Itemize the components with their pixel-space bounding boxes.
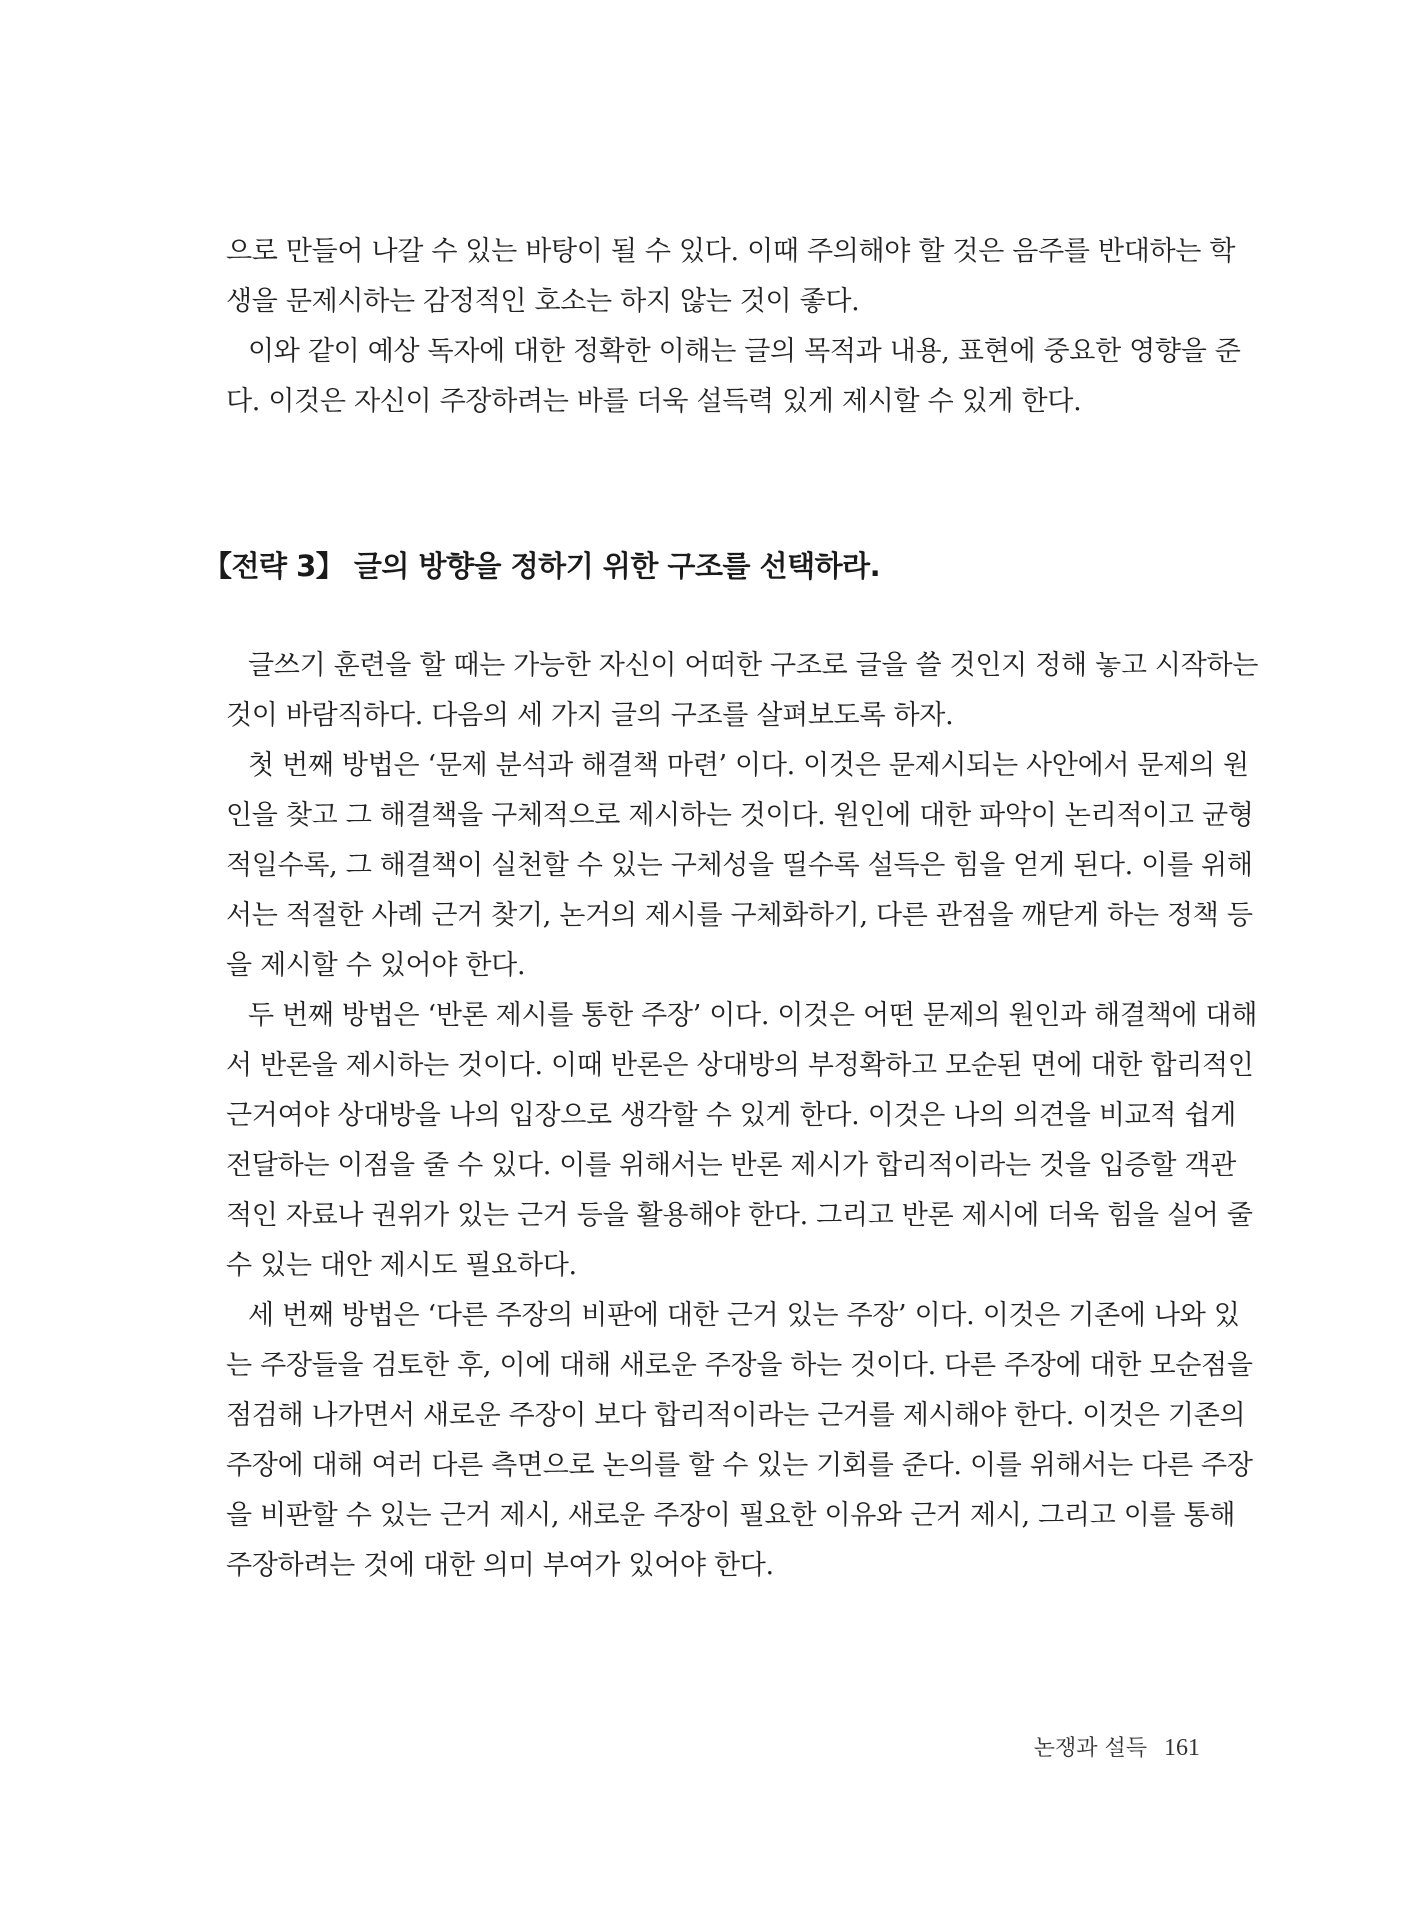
text-line: 는 주장들을 검토한 후, 이에 대해 새로운 주장을 하는 것이다. 다른 주장에 대한 모순점을 [226, 1350, 1253, 1381]
text-line: 첫 번째 방법은 ‘문제 분석과 해결책 마련’ 이다. 이것은 문제시되는 사안에서 문제의 원 [248, 750, 1249, 781]
text-line: 주장에 대해 여러 다른 측면으로 논의를 할 수 있는 기회를 준다. 이를 위해서는 다른 주장 [226, 1450, 1253, 1481]
text-line: 수 있는 대안 제시도 필요하다. [226, 1250, 577, 1281]
text-line: 다. 이것은 자신이 주장하려는 바를 더욱 설득력 있게 제시할 수 있게 한다. [226, 386, 1082, 417]
text-line: 것이 바람직하다. 다음의 세 가지 글의 구조를 살펴보도록 하자. [226, 700, 954, 731]
text-line: 전달하는 이점을 줄 수 있다. 이를 위해서는 반론 제시가 합리적이라는 것을 입증할 객관 [226, 1150, 1237, 1181]
text-line: 글쓰기 훈련을 할 때는 가능한 자신이 어떠한 구조로 글을 쓸 것인지 정해 놓고 시작하는 [248, 650, 1259, 681]
page-footer [1034, 1733, 1200, 1764]
text-line: 을 비판할 수 있는 근거 제시, 새로운 주장이 필요한 이유와 근거 제시, 그리고 이를 통해 [226, 1500, 1236, 1531]
text-line: 으로 만들어 나갈 수 있는 바탕이 될 수 있다. 이때 주의해야 할 것은 음주를 반대하는 학 [226, 236, 1236, 267]
text-line: 적인 자료나 권위가 있는 근거 등을 활용해야 한다. 그리고 반론 제시에 더욱 힘을 실어 줄 [226, 1200, 1253, 1231]
text-line: 생을 문제시하는 감정적인 호소는 하지 않는 것이 좋다. [226, 286, 860, 317]
text-line: 점검해 나가면서 새로운 주장이 보다 합리적이라는 근거를 제시해야 한다. 이것은 기존의 [226, 1400, 1246, 1431]
text-line: 적일수록, 그 해결책이 실천할 수 있는 구체성을 띨수록 설득은 힘을 얻게 된다. 이를 위해 [226, 850, 1253, 881]
text-line: 주장하려는 것에 대한 의미 부여가 있어야 한다. [226, 1550, 774, 1581]
text-line: 서는 적절한 사례 근거 찾기, 논거의 제시를 구체화하기, 다른 관점을 깨닫게 하는 정책 등 [226, 900, 1253, 931]
footer-section-title: 논쟁과 설득 [1033, 1736, 1147, 1761]
text-line: 세 번째 방법은 ‘다른 주장의 비판에 대한 근거 있는 주장’ 이다. 이것은 기존에 나와 있 [248, 1300, 1240, 1331]
page-number: 161 [1164, 1735, 1200, 1761]
text-line: 두 번째 방법은 ‘반론 제시를 통한 주장’ 이다. 이것은 어떤 문제의 원인과 해결책에 대해 [248, 1000, 1258, 1031]
text-line: 서 반론을 제시하는 것이다. 이때 반론은 상대방의 부정확하고 모순된 면에 대한 합리적인 [226, 1050, 1254, 1081]
text-line: 인을 찾고 그 해결책을 구체적으로 제시하는 것이다. 원인에 대한 파악이 논리적이고 균형 [226, 800, 1254, 831]
text-line: 이와 같이 예상 독자에 대한 정확한 이해는 글의 목적과 내용, 표현에 중요한 영향을 준 [248, 336, 1241, 367]
section-heading: 【전략 3】 글의 방향을 정하기 위한 구조를 선택하라. [203, 549, 881, 583]
text-line: 을 제시할 수 있어야 한다. [226, 950, 526, 981]
text-line: 근거여야 상대방을 나의 입장으로 생각할 수 있게 한다. 이것은 나의 의견을 비교적 쉽게 [226, 1100, 1237, 1131]
